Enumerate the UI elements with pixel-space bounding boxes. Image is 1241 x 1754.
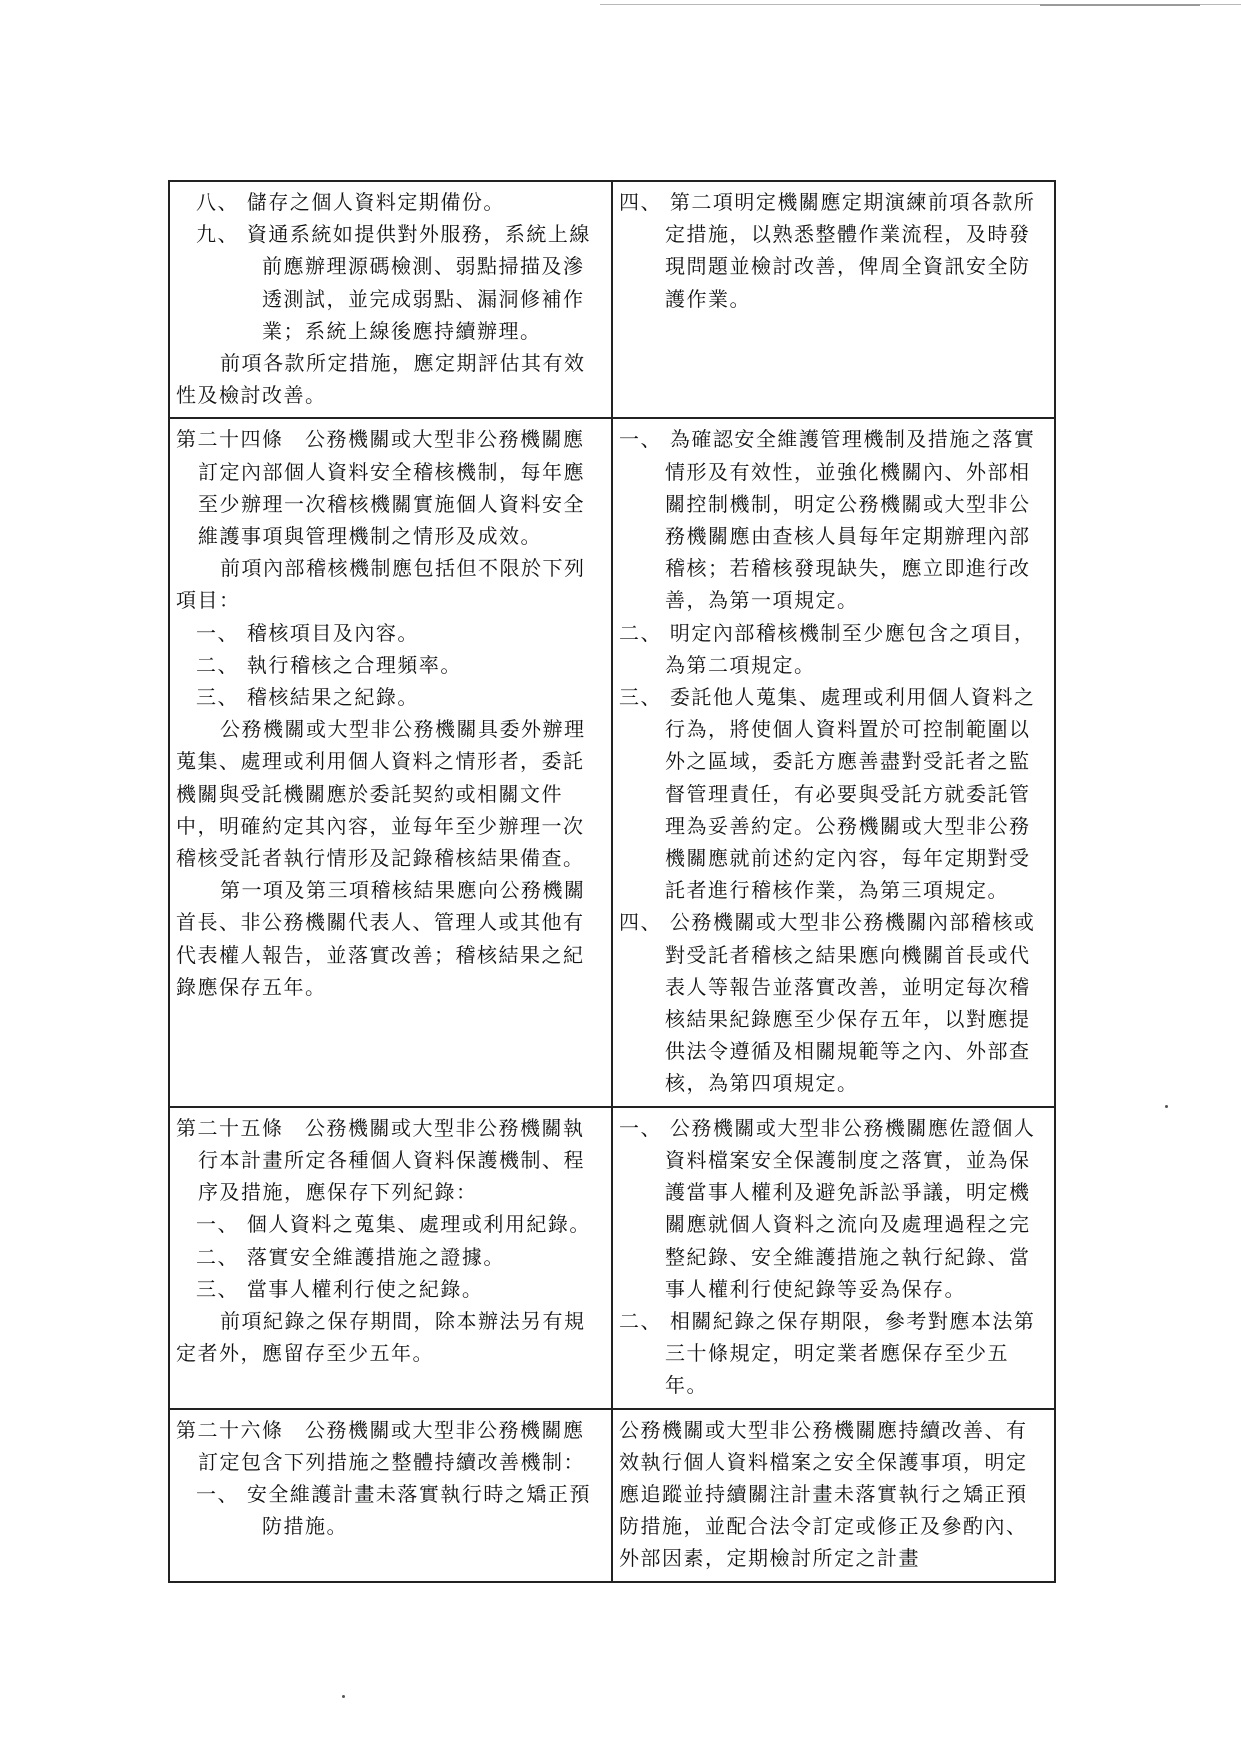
paragraph: 前項內部稽核機制應包括但不限於下列項目： bbox=[176, 556, 586, 613]
note-1: 一、 公務機關或大型非公務機關應佐證個人資料檔案安全保護制度之落實，並為保護當事人權利及避免訴訟爭議，明定機關應就個人資料之流向及處理過程之完整紀錄、安全維護措施之執行紀錄、當事人權利行使紀錄等妥為保存。 bbox=[619, 1115, 1036, 1301]
article-26: 第二十六條 公務機關或大型非公務機關應訂定包含下列措施之整體持續改善機制： bbox=[176, 1417, 585, 1474]
note-3: 三、 委託他人蒐集、處理或利用個人資料之行為，將使個人資料置於可控制範圍以外之區域，委託方應善盡對受託者之監督管理責任，有必要與受託方就委託管理為妥善約定。公務機關或大型非公務機關應就前述約定內容，每年定期對受託者進行稽核作業，為第三項規定。 bbox=[619, 685, 1036, 903]
paragraph: 前項各款所定措施，應定期評估其有效性及檢討改善。 bbox=[176, 351, 586, 408]
item-1: 一、 個人資料之蒐集、處理或利用紀錄。 bbox=[196, 1212, 591, 1237]
table-row bbox=[169, 1107, 1055, 1409]
paragraph: 第一項及第三項稽核結果應向公務機關首長、非公務機關代表人、管理人或其他有代表權人報告，並落實改善；稽核結果之紀錄應保存五年。 bbox=[176, 878, 586, 999]
note-4: 四、 公務機關或大型非公務機關內部稽核或對受託者稽核之結果應向機關首長或代表人等報告並落實改善，並明定每次稽核結果紀錄應至少保存五年，以對應提供法令遵循及相關規範等之內、外部查核，為第四項規定。 bbox=[619, 910, 1036, 1096]
note-4: 四、 第二項明定機關應定期演練前項各款所定措施，以熟悉整體作業流程，及時發現問題並檢討改善，俾周全資訊安全防護作業。 bbox=[619, 190, 1036, 311]
note-2: 二、 明定內部稽核機制至少應包含之項目，為第二項規定。 bbox=[619, 620, 1036, 677]
item-9: 九、 資通系統如提供對外服務，系統上線前應辦理源碼檢測、弱點掃描及滲透測試，並完成弱點、漏洞修補作業；系統上線後應持續辦理。 bbox=[196, 222, 591, 343]
item-1: 一、 稽核項目及內容。 bbox=[196, 620, 419, 645]
paragraph: 公務機關或大型非公務機關具委外辦理蒐集、處理或利用個人資料之情形者，委託機關與受託機關應於委託契約或相關文件中，明確約定其內容，並每年至少辦理一次稽核受託者執行情形及記錄稽核結果備查。 bbox=[176, 717, 586, 871]
right-cell bbox=[612, 181, 1055, 418]
scan-edge-mark bbox=[1040, 4, 1200, 6]
article-24: 第二十四條 公務機關或大型非公務機關應訂定內部個人資料安全稽核機制，每年應至少辦理一次稽核機關實施個人資料安全維護事項與管理機制之情形及成效。 bbox=[176, 427, 585, 549]
item-3: 三、 當事人權利行使之紀錄。 bbox=[196, 1276, 484, 1301]
item-2: 二、 執行稽核之合理頻率。 bbox=[196, 652, 462, 677]
left-cell bbox=[169, 181, 612, 418]
table-row bbox=[169, 1409, 1055, 1582]
item-8: 八、 儲存之個人資料定期備份。 bbox=[196, 190, 505, 214]
table-row bbox=[169, 418, 1055, 1106]
article-25: 第二十五條 公務機關或大型非公務機關執行本計畫所定各種個人資料保護機制、程序及措施，應保存下列紀錄： bbox=[176, 1115, 585, 1205]
item-3: 三、 稽核結果之紀錄。 bbox=[196, 685, 419, 710]
right-cell bbox=[612, 1409, 1055, 1582]
paragraph: 前項紀錄之保存期間，除本辦法另有規定者外，應留存至少五年。 bbox=[176, 1308, 586, 1366]
note-1: 一、 為確認安全維護管理機制及措施之落實情形及有效性，並強化機關內、外部相關控制機制，明定公務機關或大型非公務機關應由查核人員每年定期辦理內部稽核；若稽核發現缺失，應立即進行改善，為第一項規定。 bbox=[619, 427, 1036, 613]
comparison-table bbox=[168, 180, 1056, 1583]
table-row bbox=[169, 181, 1055, 418]
left-cell bbox=[169, 1107, 612, 1409]
right-cell bbox=[612, 1107, 1055, 1409]
item-1: 一、 安全維護計畫未落實執行時之矯正預防措施。 bbox=[196, 1481, 591, 1539]
left-cell bbox=[169, 418, 612, 1106]
left-cell bbox=[169, 1409, 612, 1582]
scan-speck bbox=[342, 1695, 345, 1698]
item-2: 二、 落實安全維護措施之證據。 bbox=[196, 1244, 505, 1269]
explanation: 公務機關或大型非公務機關應持續改善、有效執行個人資料檔案之安全保護事項，明定應追蹤並持續關注計畫未落實執行之矯正預防措施，並配合法令訂定或修正及參酌內、外部因素，定期檢討所定之計畫 bbox=[619, 1417, 1028, 1571]
right-cell bbox=[612, 418, 1055, 1106]
scan-speck bbox=[1165, 1105, 1168, 1108]
note-2: 二、 相關紀錄之保存期限，參考對應本法第三十條規定，明定業者應保存至少五年。 bbox=[619, 1308, 1036, 1398]
